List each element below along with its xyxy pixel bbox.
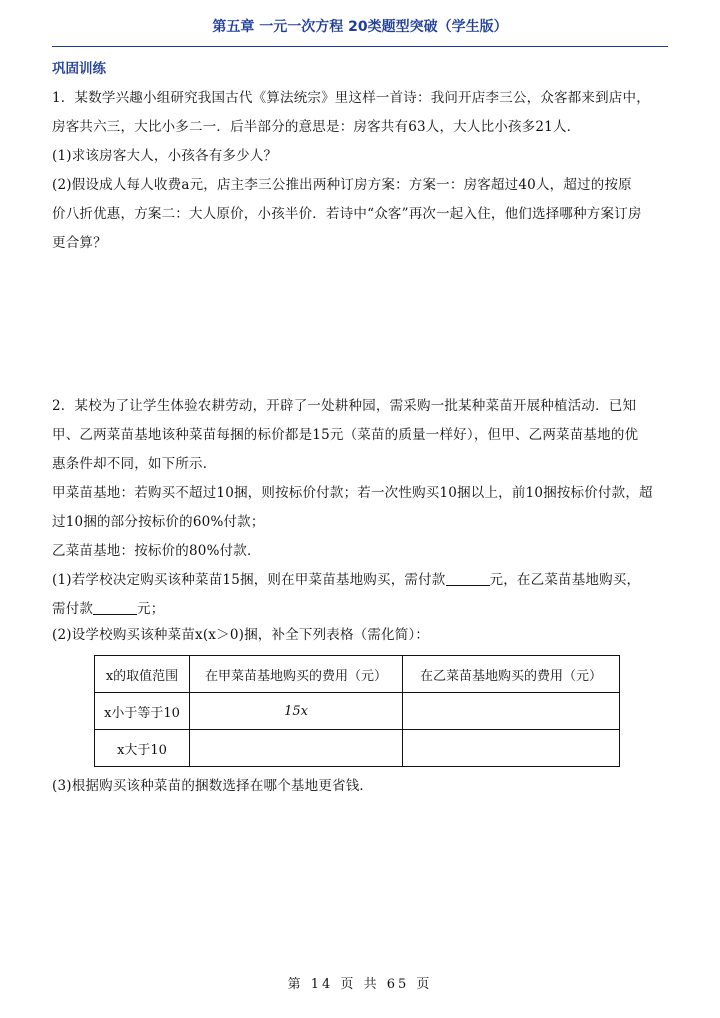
q2-part-1-line-2 [52,595,668,624]
q2-part-1-line-1 [52,566,668,595]
q1-line-1: 1．某数学兴趣小组研究我国古代《算法统宗》里这样一首诗：我问开店李三公，众客都来到店中， [52,90,650,106]
q2-part-1-text-d: 元； [137,601,165,617]
question-1 [52,84,668,258]
table-answer-cell[interactable] [190,730,403,767]
table-answer-cell[interactable] [403,693,620,730]
q2-part-1-text-c: 需付款 [52,601,94,617]
table-answer-cell[interactable] [403,730,620,767]
q2-line-2: 甲、乙两菜苗基地该种菜苗每捆的标价都是15元（菜苗的质量一样好），但甲、乙两菜苗基地的优 [52,427,639,443]
section-title: 巩固训练 [52,61,106,77]
page-header-title: 第五章 一元一次方程 20类题型突破（学生版） [212,19,508,35]
answer-blank[interactable] [93,600,137,615]
table-header-cell: 在乙菜苗基地购买的费用（元） [403,656,620,693]
table-header-cell: x的取值范围 [95,656,190,693]
table-cell: x小于等于10 [95,693,190,730]
fee-table [94,655,620,767]
q1-part-2-line-1: (2)假设成人每人收费a元，店主李三公推出两种订房方案：方案一：房客超过40人，超过的按原 [52,177,632,193]
table-cell: x大于10 [95,730,190,767]
q2-part-1-text-a: (1)若学校决定购买该种菜苗15捆，则在甲菜苗基地购买，需付款 [52,572,446,588]
table-cell: 15x [190,693,403,730]
question-2 [52,392,668,624]
q1-line-2: 房客共六三，大比小多二一．后半部分的意思是：房客共有63人，大人比小孩多21人． [52,119,581,135]
q2-jia-line-2: 过10捆的部分按标价的60%付款； [52,514,265,530]
answer-blank[interactable] [446,571,490,586]
q2-part-1-text-b: 元，在乙菜苗基地购买， [489,572,641,588]
q2-part-2: (2)设学校购买该种菜苗x(x＞0)捆，补全下列表格（需化简）： [52,627,430,643]
q2-yi-line: 乙菜苗基地：按标价的80%付款． [52,543,261,559]
q1-part-1: (1)求该房客大人，小孩各有多少人？ [52,148,278,164]
q2-line-1: 2．某校为了让学生体验农耕劳动，开辟了一处耕种园，需采购一批某种菜苗开展种植活动．已知 [52,398,637,414]
q1-part-2-line-3: 更合算？ [52,235,107,251]
table-row [95,730,620,767]
q2-jia-line-1: 甲菜苗基地：若购买不超过10捆，则按标价付款；若一次性购买10捆以上，前10捆按标价付款，超 [52,485,653,501]
q1-part-2-line-2: 价八折优惠，方案二：大人原价，小孩半价．若诗中“众客”再次一起入住，他们选择哪种方案订房 [52,206,642,222]
table-header-row [95,656,620,693]
q2-part-3: (3)根据购买该种菜苗的捆数选择在哪个基地更省钱． [52,778,374,794]
header-divider [52,46,668,47]
page-number: 第 14 页 共 65 页 [287,977,433,992]
q2-line-3: 惠条件却不同，如下所示． [52,456,217,472]
table-header-cell: 在甲菜苗基地购买的费用（元） [190,656,403,693]
table-row [95,693,620,730]
